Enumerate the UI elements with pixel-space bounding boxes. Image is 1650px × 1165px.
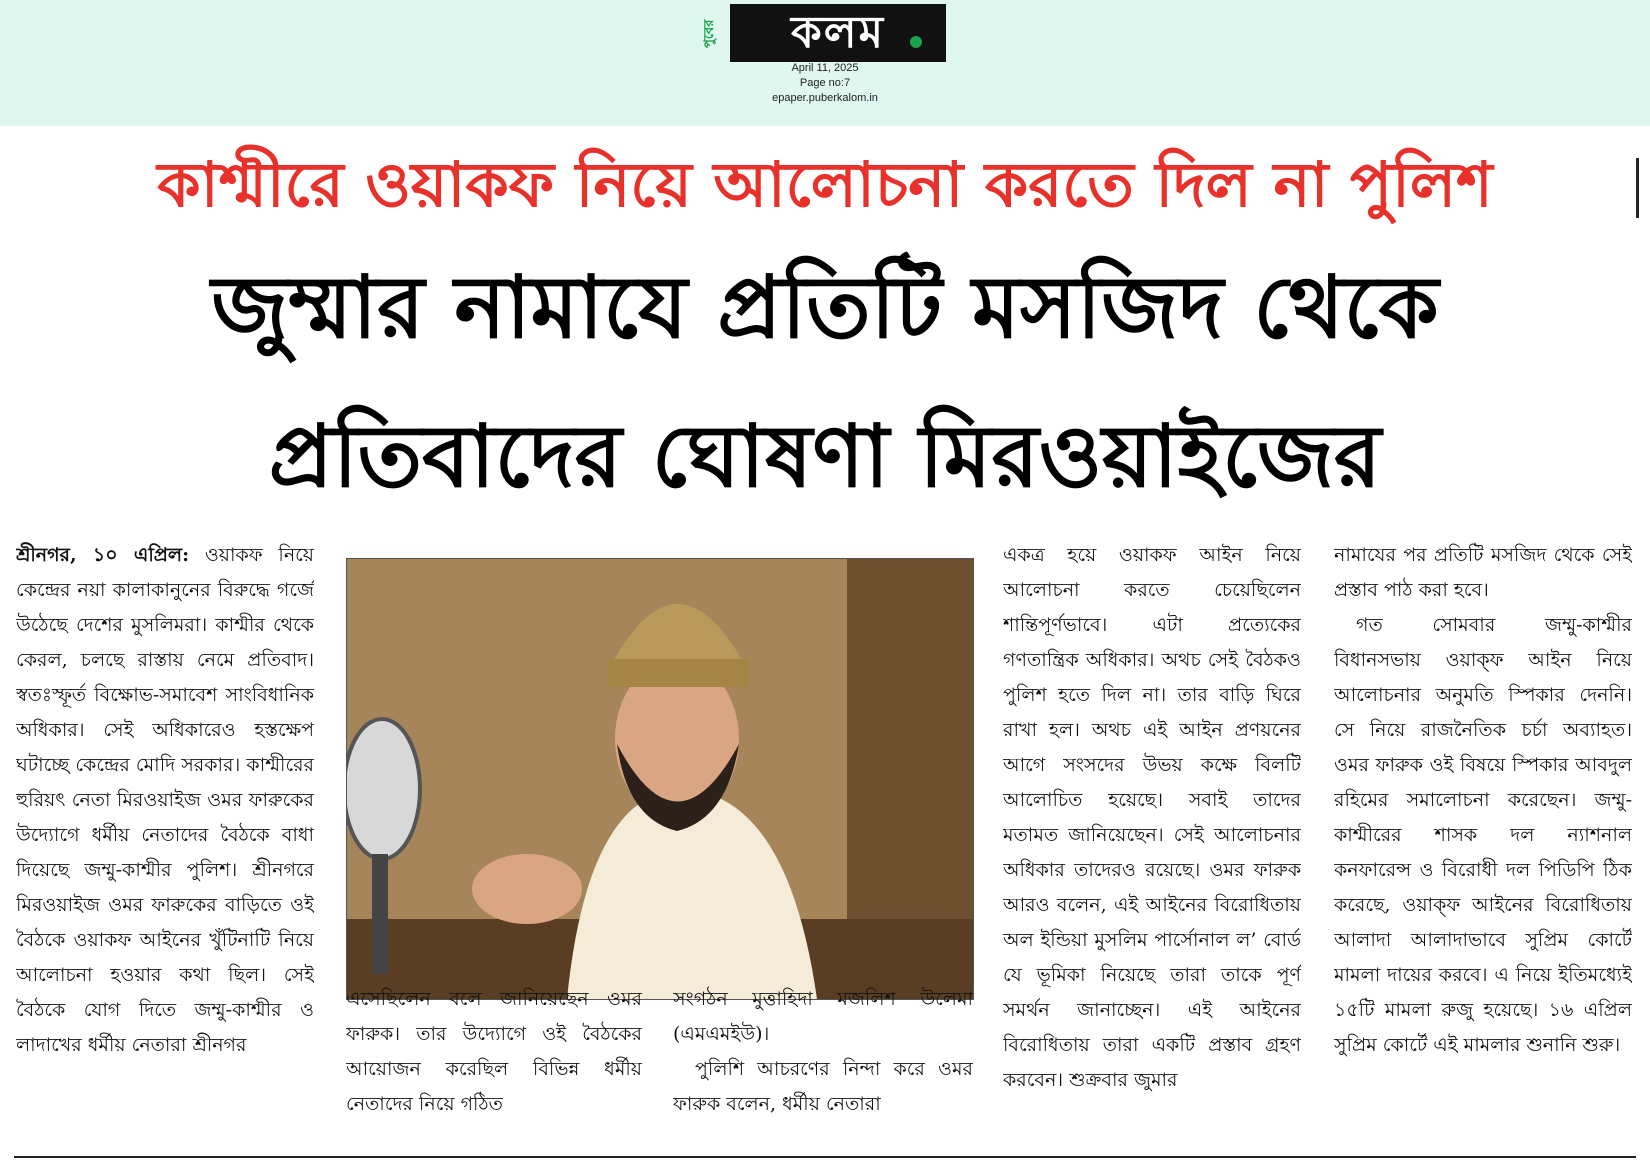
logo-wordmark: কলম: [730, 4, 946, 62]
bottom-rule: [14, 1156, 1636, 1158]
article-column-1: [16, 538, 314, 1146]
column-3-paragraph-2: পুলিশি আচরণের নিন্দা করে ওমর ফারুক বলেন, ধর্মীয় নেতারা: [673, 1058, 973, 1115]
kicker-rule: [1636, 158, 1639, 218]
article-column-4: [1003, 538, 1301, 1146]
article-column-5: [1334, 538, 1632, 1146]
column-5-paragraph-1: নামাযের পর প্রতিটি মসজিদ থেকে সেই প্রস্তাব পাঠ করা হবে।: [1334, 544, 1632, 601]
article-column-3: [673, 982, 973, 1144]
headline-line-1: জুম্মার নামাযে প্রতিটি মসজিদ থেকে: [211, 258, 1439, 358]
edition-date: April 11, 2025: [791, 62, 859, 74]
article-column-2: [346, 982, 642, 1144]
article-photo: [346, 558, 974, 1000]
column-2-text: এসেছিলেন বলে জানিয়েছেন ওমর ফারুক। তার উদ্যোগে ওই বৈঠকের আয়োজন করেছিল বিভিন্ন ধর্মীয় নেতাদের নিয়ে গঠিত: [346, 988, 642, 1115]
page-number: Page no:7: [799, 77, 851, 89]
site-url[interactable]: epaper.puberkalom.in: [772, 92, 878, 104]
column-3-paragraph-1: সংগঠন মুত্তাহিদা মজলিশ উলেমা (এমএমইউ)।: [673, 988, 973, 1045]
column-1-text: ওয়াকফ নিয়ে কেন্দ্রের নয়া কালাকানুনের বিরুদ্ধে গর্জে উঠেছে দেশের মুসলিমরা। কাশ্মীর থেকে কেরল, চলছে রাস্তায় নেমে প্রতিবাদ। স্বতঃস্ফূর্ত বিক্ষোভ-সমাবেশ সাংবিধানিক অধিকার। সেই অধিকারেও হস্তক্ষেপ ঘটাচ্ছে কেন্দ্রের মোদি সরকার। কাশ্মীরের হুরিয়ৎ নেতা মিরওয়াইজ ওমর ফারুকের উদ্যোগে ধর্মীয় নেতাদের বৈঠকে বাধা দিয়েছে জম্মু-কাশ্মীর পুলিশ। শ্রীনগরে মিরওয়াইজ ওমর ফারুকের বাড়িতে ওই বৈঠকে ওয়াকফ আইনের খুঁটিনাটি নিয়ে আলোচনা হওয়ার কথা ছিল। সেই বৈঠকে যোগ দিতে জম্মু-কাশ্মীর ও লাদাখের ধর্মীয় নেতারা শ্রীনগর: [16, 544, 314, 1056]
photo-illustration: [347, 559, 973, 999]
kicker-headline: কাশ্মীরে ওয়াকফ নিয়ে আলোচনা করতে দিল না পুলিশ: [157, 148, 1493, 221]
logo-dot-icon: [910, 36, 922, 48]
dateline: শ্রীনগর, ১০ এপ্রিল:: [16, 544, 190, 566]
masthead-band: [0, 0, 1650, 126]
column-4-text: একত্র হয়ে ওয়াকফ আইন নিয়ে আলোচনা করতে চেয়েছিলেন শান্তিপূর্ণভাবে। এটা প্রত্যেকের গণতান্ত্রিক অধিকার। অথচ সেই বৈঠকও পুলিশ হতে দিল না। তার বাড়ি ঘিরে রাখা হল। অথচ এই আইন প্রণয়নের আগে সংসদের উভয় কক্ষে বিলটি আলোচিত হয়েছে। সবাই তাদের মতামত জানিয়েছেন। সেই আলোচনার অধিকার তাদেরও রয়েছে। ওমর ফারুক আরও বলেন, এই আইনের বিরোধিতায় অল ইন্ডিয়া মুসলিম পার্সোনাল ল’ বোর্ড যে ভূমিকা নিয়েছে তারা তাকে পূর্ণ সমর্থন জানাচ্ছেন। এই আইনের বিরোধিতায় তারা একটি প্রস্তাব গ্রহণ করবেন। শুক্রবার জুমার: [1003, 544, 1301, 1091]
column-5-paragraph-2: গত সোমবার জম্মু-কাশ্মীর বিধানসভায় ওয়াক্ফ আইন নিয়ে আলোচনার অনুমতি স্পিকার দেননি। সে নিয়ে রাজনৈতিক চর্চা অব্যাহত। ওমর ফারুক ওই বিষয়ে স্পিকার আবদুল রহিমের সমালোচনা করেছেন। জম্মু-কাশ্মীরের শাসক দল ন্যাশনাল কনফারেন্স ও বিরোধী দল পিডিপি ঠিক করেছে, ওয়াক্ফ আইনের বিরোধিতায় আলাদা আলাদাভাবে সুপ্রিম কোর্টে মামলা দায়ের করবে। এ নিয়ে ইতিমধ্যেই ১৫টি মামলা রুজু হয়েছে। ১৬ এপ্রিল সুপ্রিম কোর্টে এই মামলার শুনানি শুরু।: [1334, 614, 1632, 1056]
headline-line-2: প্রতিবাদের ঘোষণা মিরওয়াইজের: [268, 407, 1382, 507]
newspaper-logo: [700, 4, 950, 64]
logo-prefix: পুবের: [702, 19, 717, 49]
